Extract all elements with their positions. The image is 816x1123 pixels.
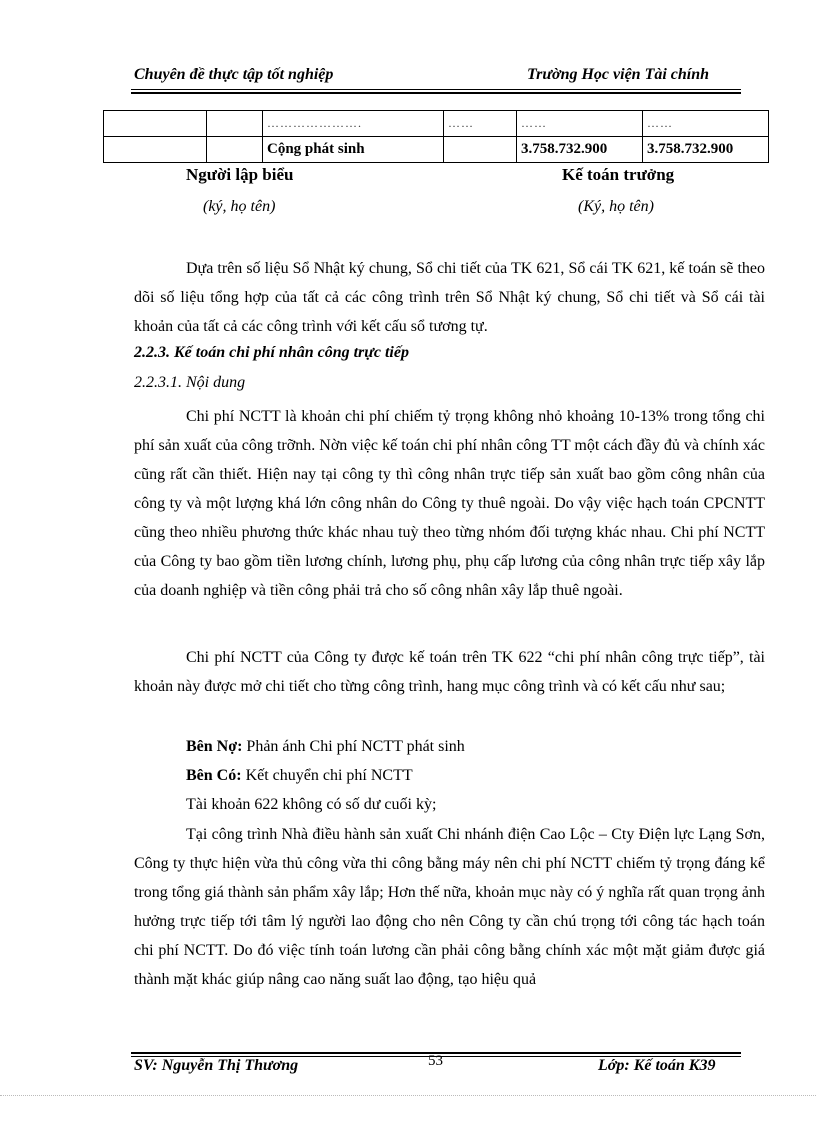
debit-text: Phản ánh Chi phí NCTT phát sinh xyxy=(242,738,465,755)
footer-class: Lớp: Kế toán K39 xyxy=(598,1057,716,1074)
total-credit-cell: 3.758.732.900 xyxy=(643,137,769,163)
header-divider-thick xyxy=(131,92,741,94)
paragraph-4: Tại công trình Nhà điều hành sản xuất Chi nhánh điện Cao Lộc – Cty Điện lực Lạng Sơn, Công ty thực hiện vừa thủ công vừa thi công bằng máy nên chi phí NCTT chiếm tỷ trọng đáng kể trong tổng giá thành sản phẩm xây lắp; Hơn thế nữa, khoản mục này có ý nghĩa rất quan trọng ảnh hưởng trực tiếp tới tâm lý người lao động cho nên Công ty cần chú trọng tới công tác hạch toán chi phí NCTT. Do đó việc tính toán lương cần phải công bằng chính xác một mặt giảm được giá thành mặt khác giúp nâng cao năng suất lao động, tạo hiệu quả xyxy=(134,826,765,988)
debit-line xyxy=(134,732,765,761)
credit-line xyxy=(134,761,765,790)
subsection-heading: 2.2.3.1. Nội dung xyxy=(134,374,246,391)
paragraph-2: Chi phí NCTT là khoản chi phí chiếm tỷ trọng không nhỏ khoảng 10-13% trong tổng chi phí sản xuất của công trỡnh. Nờn việc kế toán chi phí nhân công TT một cách đầy đủ và chính xác cũng rất cần thiết. Hiện nay tại công ty thì công nhân trực tiếp sản xuất bao gồm công nhân của công ty và một lượng khá lớn công nhân do Công ty thuê ngoài. Do vậy việc hạch toán CPCNTT cũng theo nhiều phương thức khác nhau tuỳ theo từng nhóm đối tượng khác nhau. Chi phí NCTT của Công ty bao gồm tiền lương chính, lương phụ, phụ cấp lương của công nhân trực tiếp xây lắp của doanh nghiệp và tiền công phải trả cho số công nhân xây lắp thuê ngoài. xyxy=(134,408,765,599)
header-left: Chuyên đề thực tập tốt nghiệp xyxy=(134,66,334,83)
page-boundary xyxy=(0,1095,816,1096)
ledger-table xyxy=(103,110,769,163)
credit-label: Bên Có: xyxy=(186,767,242,784)
chief-accountant-subtitle: (Ký, họ tên) xyxy=(578,198,654,215)
table-cell: …………………. xyxy=(263,111,444,137)
preparer-subtitle: (ký, họ tên) xyxy=(203,198,276,215)
table-cell: …… xyxy=(643,111,769,137)
table-cell xyxy=(207,137,263,163)
section-heading: 2.2.3. Kế toán chi phí nhân công trực tiếp xyxy=(134,344,409,361)
chief-accountant-title: Kế toán trưởng xyxy=(562,165,675,184)
page-number: 53 xyxy=(428,1053,443,1069)
header-divider xyxy=(131,89,741,90)
balance-line: Tài khoản 622 không có số dư cuối kỳ; xyxy=(186,796,437,813)
total-label-cell: Cộng phát sinh xyxy=(263,137,444,163)
table-cell xyxy=(104,111,207,137)
table-row xyxy=(104,137,769,163)
credit-text: Kết chuyển chi phí NCTT xyxy=(241,767,413,784)
paragraph-3: Chi phí NCTT của Công ty được kế toán trên TK 622 “chi phí nhân công trực tiếp”, tài khoản này được mở chi tiết cho từng công trình, hang mục công trình và có kết cấu như sau; xyxy=(134,649,765,695)
table-cell: …… xyxy=(444,111,517,137)
table-cell xyxy=(104,137,207,163)
total-debit-cell: 3.758.732.900 xyxy=(517,137,643,163)
table-cell: …… xyxy=(517,111,643,137)
table-cell xyxy=(444,137,517,163)
header-right: Trường Học viện Tài chính xyxy=(527,66,710,83)
table-row xyxy=(104,111,769,137)
paragraph-1: Dựa trên số liệu Sổ Nhật ký chung, Sổ chi tiết của TK 621, Sổ cái TK 621, kế toán sẽ theo dõi số liệu tổng hợp của tất cả các công trình trên Sổ Nhật ký chung, Sổ chi tiết và Sổ cái tài khoản của tất cả các công trình với kết cấu sổ tương tự. xyxy=(134,260,765,335)
footer-student: SV: Nguyễn Thị Thương xyxy=(134,1057,299,1074)
preparer-title: Người lập biểu xyxy=(186,165,294,184)
table-cell xyxy=(207,111,263,137)
debit-label: Bên Nợ: xyxy=(186,738,243,755)
